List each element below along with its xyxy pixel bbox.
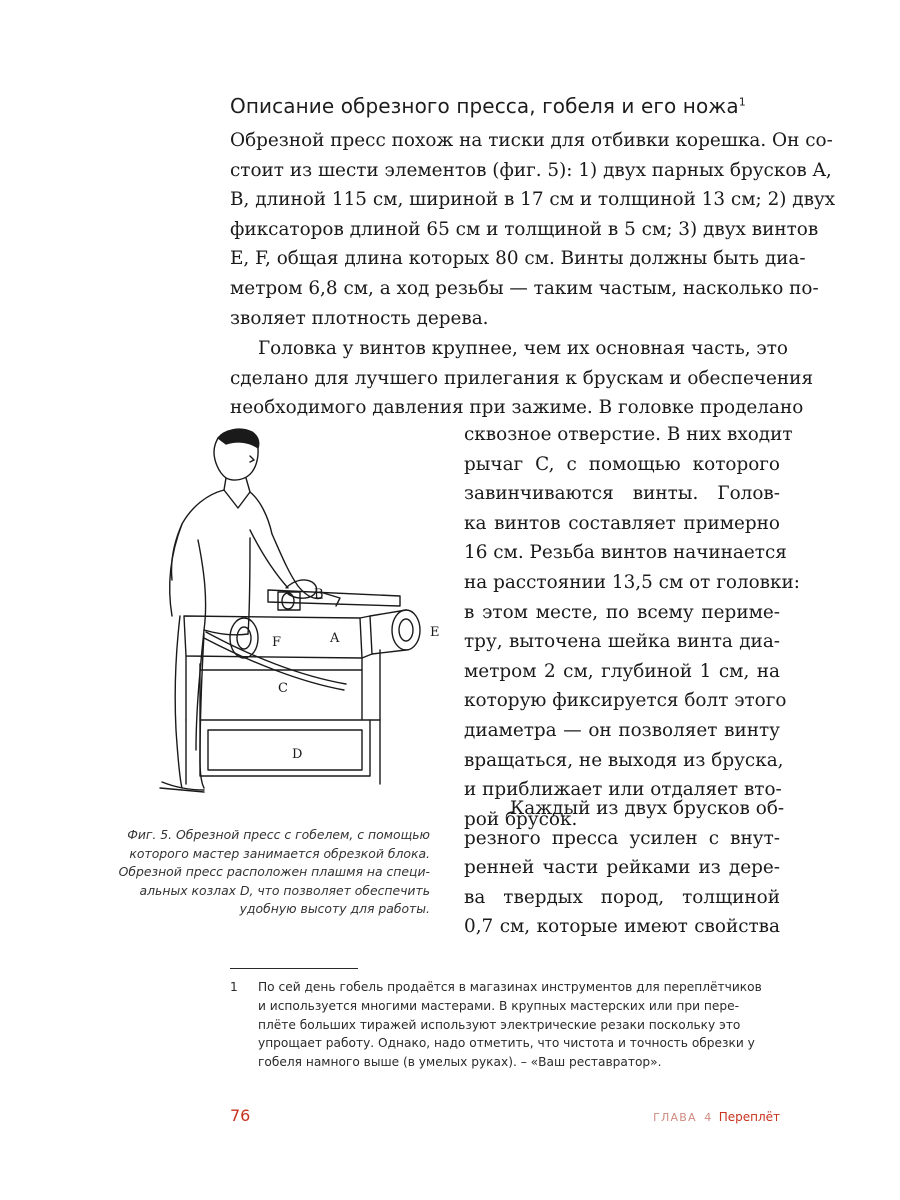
text-line: диаметра — он позволяет винту (464, 719, 780, 741)
text-line: Каждый из двух брусков об- (510, 798, 785, 819)
figure-leg (175, 616, 182, 788)
label-b: B (314, 587, 324, 602)
footnote-body (258, 978, 790, 1072)
text-line: Обрезной пресс похож на тиски для отбивки корешка. Он со- (230, 130, 833, 151)
footnote-divider (230, 968, 358, 969)
text-line: сквозное отверстие. В них входит (464, 424, 793, 445)
running-head-title: Переплёт (718, 1110, 780, 1124)
text-line: резного пресса усилен с внут- (464, 827, 780, 849)
caption-line: удобную высоту для работы. (239, 901, 430, 917)
screw-f (230, 618, 258, 658)
figure-hair (218, 429, 259, 448)
text-line: ренней части рейками из дере- (464, 857, 780, 879)
paragraph-1 (230, 126, 836, 333)
figure-ear (250, 456, 254, 462)
text-line: на расстоянии 13,5 см от головки: (464, 571, 800, 593)
footnote-line: и используется многими мастерами. В крупных мастерских или при пере- (258, 998, 740, 1013)
text-line: сделано для лучшего прилегания к брускам и обеспечения (230, 367, 814, 389)
text-line: и приближает или отдаляет вто- (464, 779, 782, 801)
text-line: 16 см. Резьба винтов начинается (464, 542, 787, 564)
text-line: тру, выточена шейка винта диа- (464, 631, 780, 653)
text-line: рычаг C, с помощью которого (464, 453, 780, 475)
footnote-line: По сей день гобель продаётся в магазинах инструментов для переплётчиков (258, 980, 762, 994)
label-d: D (292, 747, 303, 762)
label-c: C (278, 681, 288, 696)
paragraph-2-continued (464, 420, 800, 834)
section-title (230, 92, 790, 120)
text-line: Головка у винтов крупнее, чем их основная часть, это (258, 338, 788, 359)
section-title-text: Описание обрезного пресса, гобеля и его ножа (230, 94, 739, 118)
footnote-reference: 1 (738, 95, 746, 109)
screw-e (392, 610, 420, 650)
running-head-chapter-number: 4 (704, 1111, 712, 1124)
text-line: рой брусок. (464, 808, 578, 830)
label-e: E (430, 625, 440, 640)
running-head-chapter: ГЛАВА (653, 1111, 697, 1124)
caption-line: которого мастер занимается обрезкой блока. (129, 845, 430, 861)
text-line: в этом месте, по всему периме- (464, 601, 780, 623)
paragraph-2 (230, 334, 814, 423)
text-line: завинчиваются винты. Голов- (464, 483, 780, 505)
text-line: метром 2 см, глубиной 1 см, на (464, 660, 780, 682)
press-frame (200, 670, 380, 720)
text-line: стоит из шести элементов (фиг. 5): 1) двух парных брусков A, (230, 159, 832, 181)
footnote-line: упрощает работу. Однако, надо отметить, что чистота и точность обрезки у (258, 1036, 755, 1051)
text-line: необходимого давления при зажиме. В головке проделано (230, 397, 804, 419)
label-f: F (272, 635, 282, 650)
caption-line: Обрезной пресс расположен плашмя на специ- (118, 864, 430, 880)
paragraph-3 (464, 794, 785, 942)
footnote-line: плёте больших тиражей используют электрические резаки поскольку это (258, 1017, 741, 1032)
text-line: E, F, общая длина которых 80 см. Винты должны быть диа- (230, 248, 806, 270)
text-line: вращаться, не выходя из бруска, (464, 749, 784, 771)
caption-line: Фиг. 5. Обрезной пресс с гобелем, с помощью (127, 827, 430, 842)
running-head (653, 1110, 780, 1124)
figure-caption (100, 826, 430, 919)
text-line: ва твердых пород, толщиной (464, 886, 780, 908)
footnote-line: гобеля намного выше (в умелых руках). – «Ваш реставратор». (258, 1055, 662, 1070)
label-a: A (330, 631, 340, 646)
text-line: ка винтов составляет примерно (464, 512, 780, 534)
text-line: B, длиной 115 см, шириной в 17 см и толщиной 13 см; 2) двух (230, 189, 836, 211)
text-line: зволяет плотность дерева. (230, 307, 489, 329)
text-line: которую фиксируется болт этого (464, 690, 787, 712)
text-line: 0,7 см, которые имеют свойства (464, 916, 780, 938)
figure-cutting-press (100, 420, 450, 810)
caption-line: альных козлах D, что позволяет обеспечить (139, 882, 430, 898)
text-line: метром 6,8 см, а ход резьбы — таким частым, насколько по- (230, 277, 819, 299)
trestle-d (200, 720, 370, 776)
page-number: 76 (230, 1106, 251, 1125)
figure-torso (171, 490, 272, 580)
footnote-number: 1 (230, 980, 238, 994)
text-line: фиксаторов длиной 65 см и толщиной в 5 см; 3) двух винтов (230, 218, 819, 240)
cutting-press-illustration (100, 420, 450, 810)
